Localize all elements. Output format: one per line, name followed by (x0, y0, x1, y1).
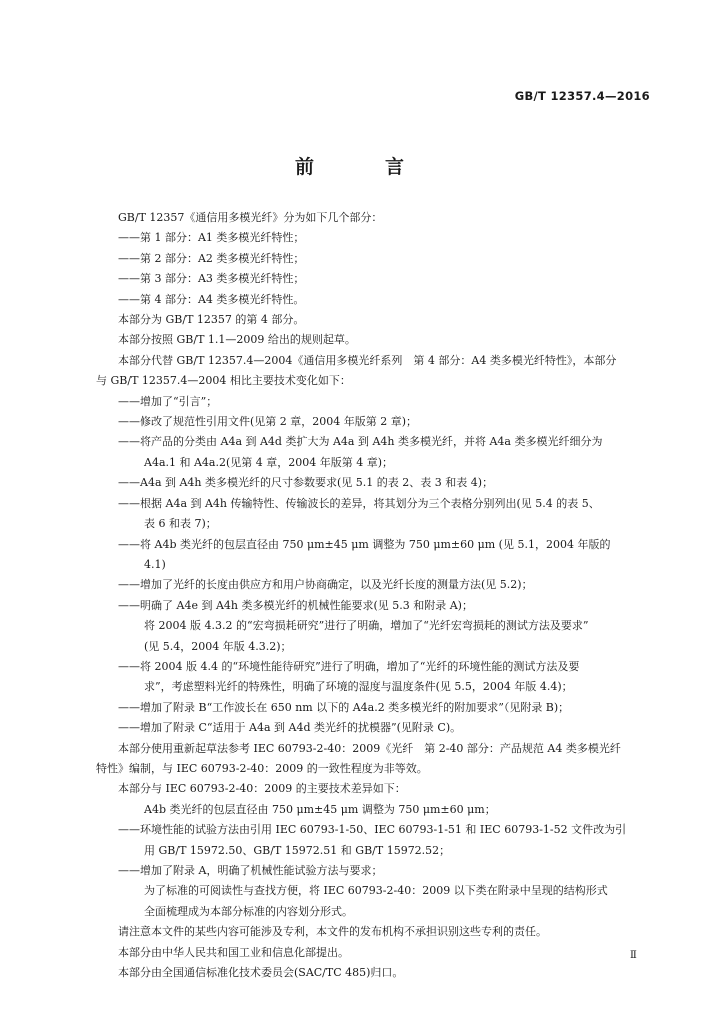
text-line: 本部分与 IEC 60793-2-40：2009 的主要技术差异如下： (118, 782, 406, 796)
text-line: ——第 3 部分：A3 类多模光纤特性； (118, 272, 305, 286)
text-line: ——增加了附录 B“工作波长在 650 nm 以下的 A4a.2 类多模光纤的附加要求”（见附录 B)； (118, 700, 570, 714)
text-line: ——增加了附录 C“适用于 A4a 到 A4d 类光纤的扰模器”(见附录 C)。 (118, 721, 462, 735)
text-line: ——明确了 A4e 到 A4h 类多模光纤的机械性能要求(见 5.3 和附录 A)； (118, 598, 473, 612)
text-line: ——将 A4b 类光纤的包层直径由 750 μm±45 μm 调整为 750 μm±60 μm (见 5.1，2004 年版的 (118, 537, 611, 551)
text-line: ——A4a 到 A4h 类多模光纤的尺寸参数要求(见 5.1 的表 2、表 3 和表 4)； (118, 476, 494, 490)
text-line: A4b 类光纤的包层直径由 750 μm±45 μm 调整为 750 μm±60 μm； (144, 802, 496, 816)
text-line: 本部分由全国通信标准化技术委员会(SAC/TC 485)归口。 (118, 966, 404, 980)
text-line: ——第 4 部分：A4 类多模光纤特性。 (118, 292, 305, 306)
text-line: ——第 2 部分：A2 类多模光纤特性； (118, 251, 305, 265)
text-line: ——修改了规范性引用文件(见第 2 章，2004 年版第 2 章)； (118, 415, 418, 429)
text-line: GB/T 12357《通信用多模光纤》分为如下几个部分： (118, 211, 383, 224)
standard-number: GB/T 12357.4—2016 (514, 89, 650, 103)
text-line: ——增加了“引言”； (118, 394, 218, 408)
text-line: 为了标准的可阅读性与查找方便，将 IEC 60793-2-40：2009 以下类在附录中呈现的结构形式 (144, 884, 608, 898)
text-line: 4.1) (144, 557, 166, 571)
text-line: ——将产品的分类由 A4a 到 A4d 类扩大为 A4a 到 A4h 类多模光纤，并将 A4a 类多模光纤细分为 (118, 435, 603, 449)
page-number: Ⅱ (630, 950, 637, 961)
text-line: 表 6 和表 7)； (144, 517, 217, 531)
text-line: ——环境性能的试验方法由引用 IEC 60793-1-50、IEC 60793-1-51 和 IEC 60793-1-52 文件改为引 (118, 823, 627, 837)
text-line: ——增加了光纤的长度由供应方和用户协商确定，以及光纤长度的测量方法(见 5.2)； (118, 578, 533, 592)
text-line: 与 GB/T 12357.4—2004 相比主要技术变化如下： (96, 374, 351, 388)
text-line: 本部分按照 GB/T 1.1—2009 给出的规则起草。 (118, 333, 356, 347)
text-line: 本部分为 GB/T 12357 的第 4 部分。 (118, 313, 305, 327)
text-line: 用 GB/T 15972.50、GB/T 15972.51 和 GB/T 15972.52； (144, 843, 451, 857)
text-line: 本部分使用重新起草法参考 IEC 60793-2-40：2009《光纤 第 2-40 部分：产品规范 A4 类多模光纤 (118, 741, 621, 755)
text-line: 特性》编制，与 IEC 60793-2-40：2009 的一致性程度为非等效。 (96, 761, 428, 775)
page-heading: 前 言 (294, 156, 430, 178)
text-line: ——将 2004 版 4.4 的“环境性能待研究”进行了明确，增加了“光纤的环境性能的测试方法及要 (118, 659, 580, 673)
text-line: ——第 1 部分：A1 类多模光纤特性； (118, 231, 305, 245)
text-line: 求”，考虑塑料光纤的特殊性，明确了环境的湿度与温度条件(见 5.5，2004 年版 4.4)； (144, 680, 573, 694)
text-line: 将 2004 版 4.3.2 的“宏弯损耗研究”进行了明确，增加了“光纤宏弯损耗的测试方法及要求” (144, 619, 589, 633)
text-line: 全面梳理成为本部分标准的内容划分形式。 (144, 904, 353, 918)
document-body (96, 208, 656, 983)
text-line: A4a.1 和 A4a.2(见第 4 章，2004 年版第 4 章)； (144, 455, 394, 469)
text-line: 本部分由中华人民共和国工业和信息化部提出。 (118, 945, 349, 959)
text-line: 本部分代替 GB/T 12357.4—2004《通信用多模光纤系列 第 4 部分：A4 类多模光纤特性》，本部分 (118, 353, 617, 367)
text-line: ——根据 A4a 到 A4h 传输特性、传输波长的差异，将其划分为三个表格分别列出(见 5.4 的表 5、 (118, 496, 600, 510)
text-line: 请注意本文件的某些内容可能涉及专利，本文件的发布机构不承担识别这些专利的责任。 (118, 925, 547, 939)
text-line: ——增加了附录 A，明确了机械性能试验方法与要求； (118, 864, 383, 877)
text-line: (见 5.4，2004 年版 4.3.2)； (144, 639, 292, 653)
